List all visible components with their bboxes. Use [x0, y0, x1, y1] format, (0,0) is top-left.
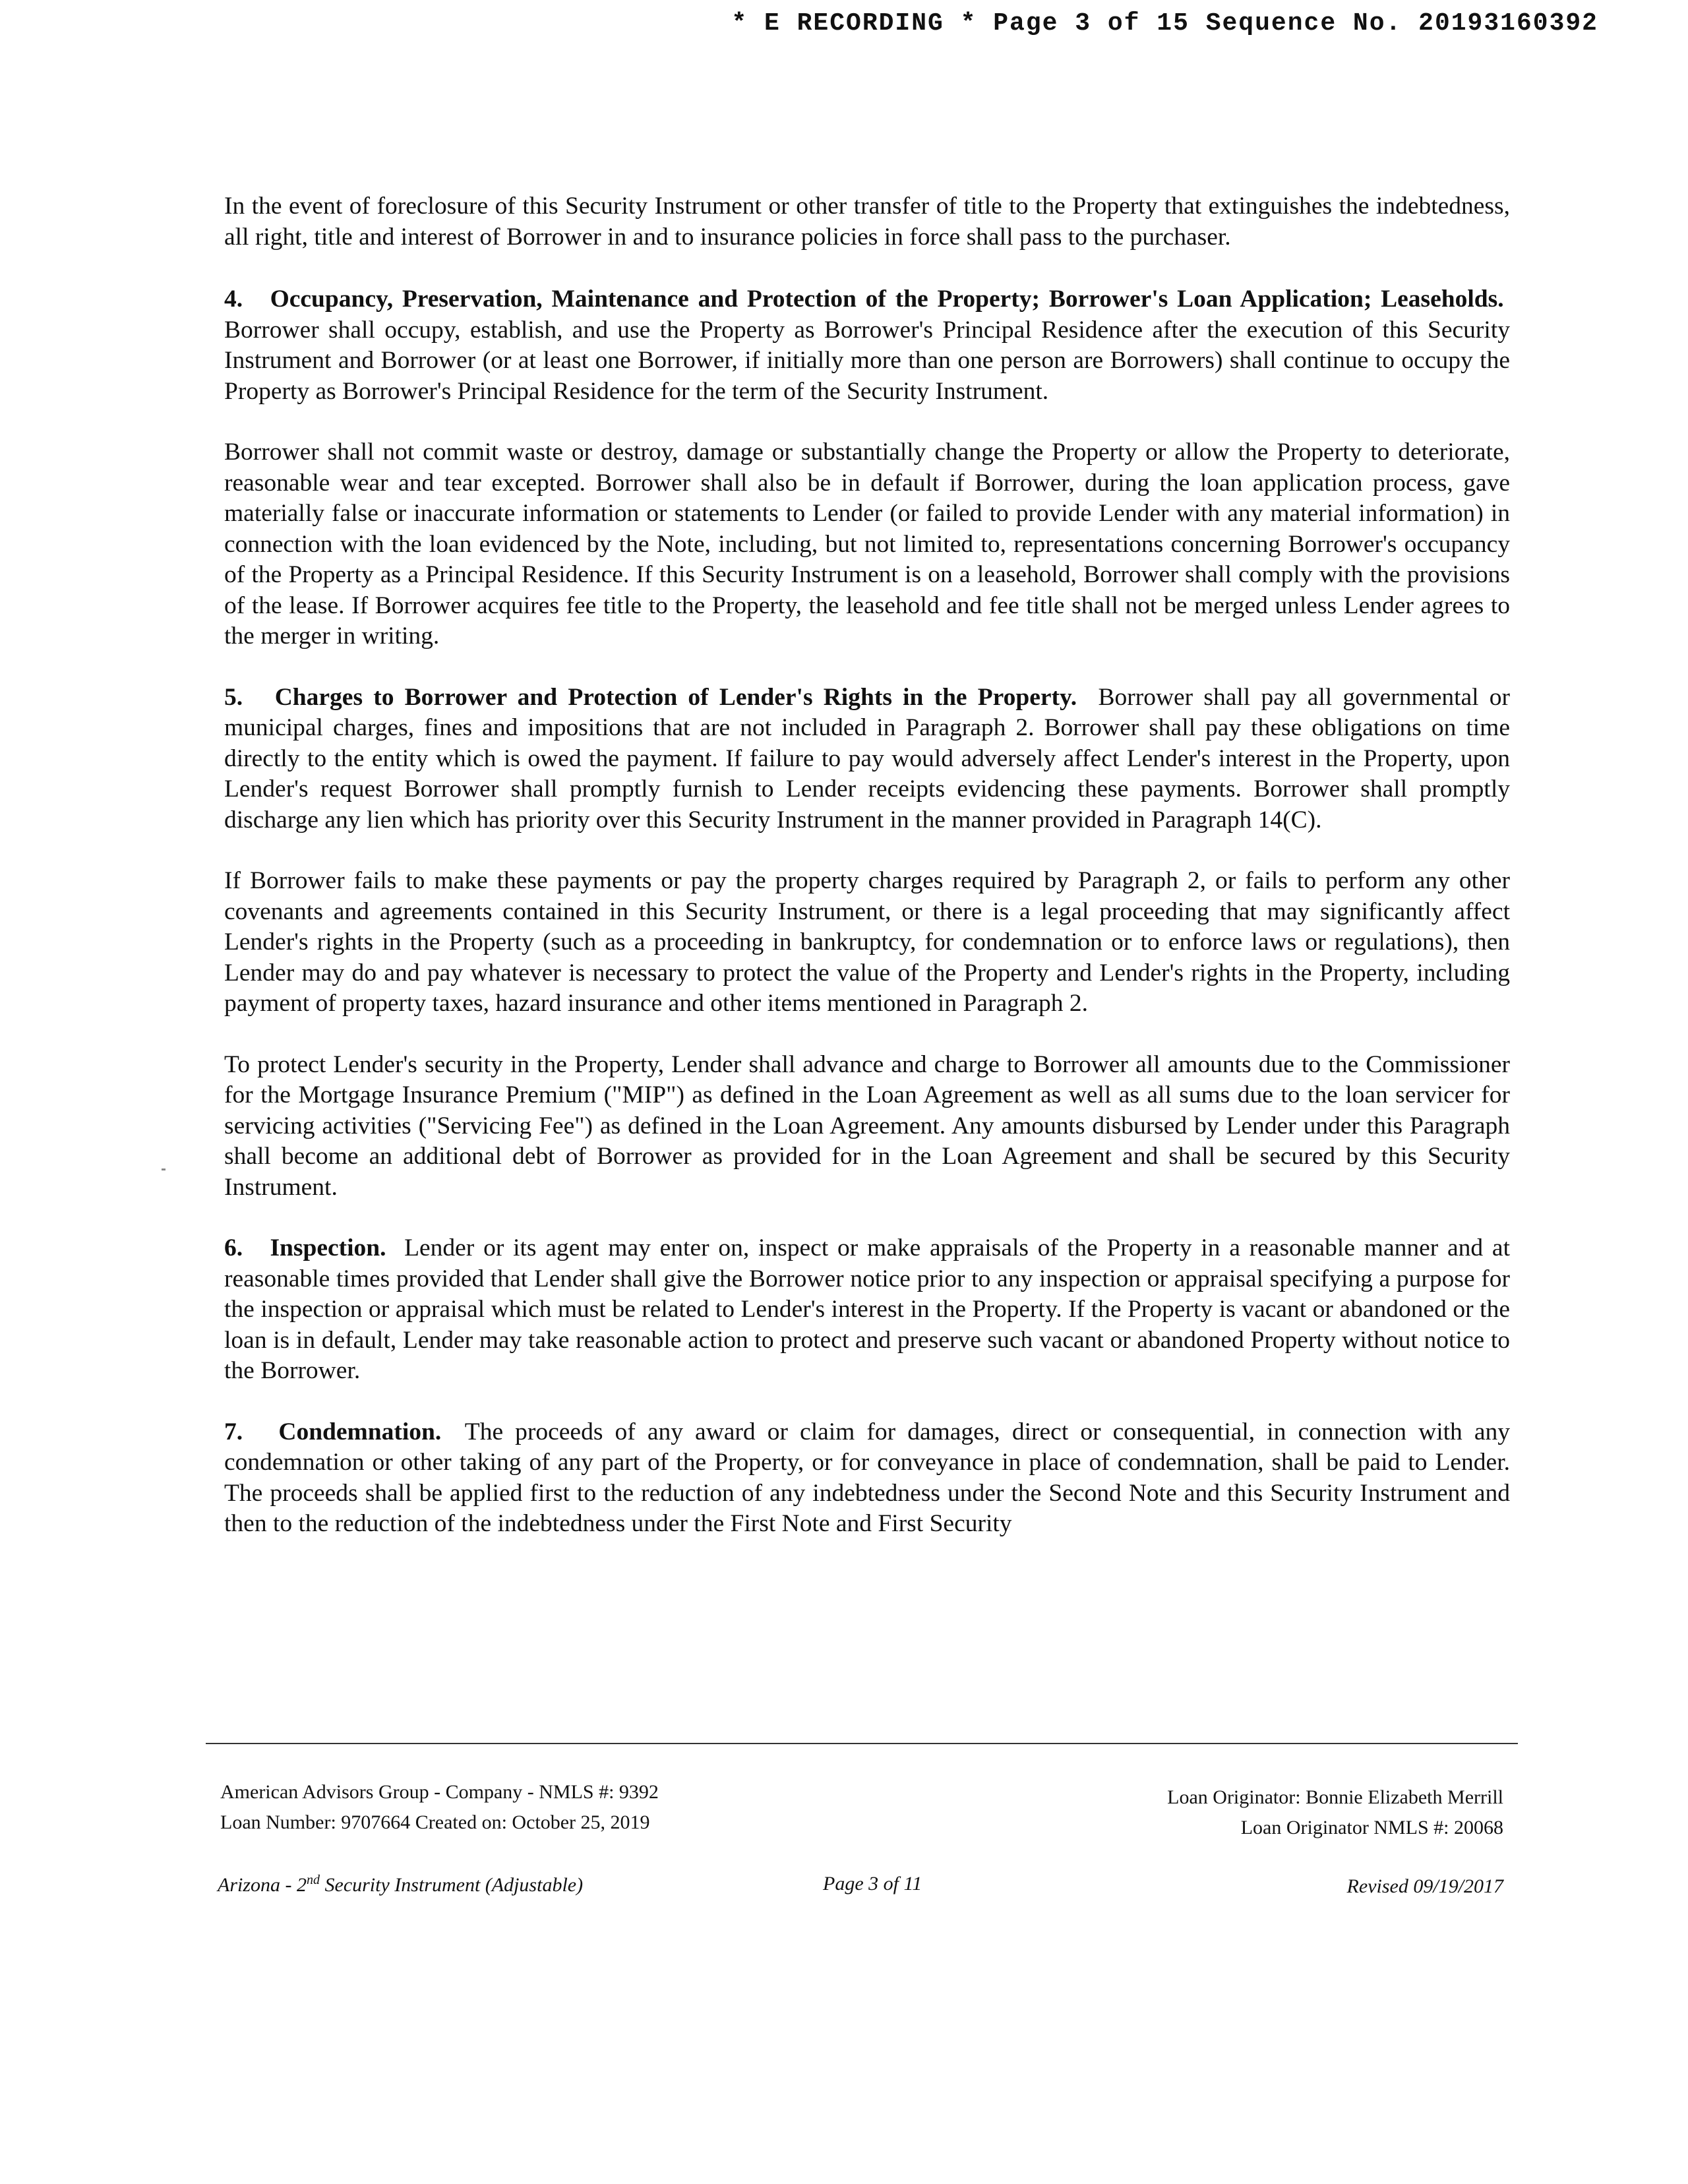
section-4-text: Borrower shall occupy, establish, and use the Property as Borrower's Principal Residence after the execution of this Security Instrument and Borrower (or at least one Borrower, if initially more than one person are Borrowers) shall continue to occupy the Property as Borrower's Principal Residence for the term of the Security Instrument. [224, 316, 1510, 405]
page-number: Page 3 of 11 [823, 1873, 922, 1895]
footer-originator-nmls-line: Loan Originator NMLS #: 20068 [1240, 1817, 1503, 1838]
paragraph-waste: Borrower shall not commit waste or destroy, damage or substantially change the Property or allow the Property to deteriorate, reasonable wear and tear excepted. Borrower shall also be in default if Borrower, during the loan application process, gave materially false or inaccurate information or statements to Lender (or failed to provide Lender with any material information) in connection with the loan evidenced by the Note, including, but not limited to, representations concerning Borrower's occupancy of the Property as a Principal Residence. If this Security Instrument is on a leasehold, Borrower shall comply with the provisions of the lease. If Borrower acquires fee title to the Property, the leasehold and fee title shall not be merged unless Lender agrees to the merger in writing. [224, 439, 1510, 650]
section-5-text: Borrower shall pay all governmental or municipal charges, fines and impositions that are not included in Paragraph 2. Borrower shall pay these obligations on time directly to the entity which is owed the payment. If failure to pay would adversely affect Lender's interest in the Property, upon Lender's request Borrower shall promptly furnish to Lender receipts evidencing these payments. Borrower shall promptly discharge any lien which has priority over this Security Instrument in the manner provided in Paragraph 14(C). [224, 683, 1511, 834]
paragraph-fails: If Borrower fails to make these payments or pay the property charges required by Paragraph 2, or fails to perform any other covenants and agreements contained in this Security Instrument, or there is a legal proceeding that may significantly affect Lender's rights in the Property (such as a proceeding in bankruptcy, for condemnation or to enforce laws or regulations), then Lender may do and pay whatever is necessary to protect the value of the Property and Lender's rights in the Property, including payment of property taxes, hazard insurance and other items mentioned in Paragraph 2. [224, 867, 1510, 1017]
section-6-text: Lender or its agent may enter on, inspect or make appraisals of the Property in a reasonable manner and at reasonable times provided that Lender shall give the Borrower notice prior to any inspection or appraisal specifying a purpose for the inspection or appraisal which must be related to Lender's interest in the Property. If the Property is vacant or abandoned or the loan is in default, Lender may take reasonable action to protect and preserve such vacant or abandoned Property without notice to the Borrower. [224, 1234, 1510, 1384]
paragraph-protect: To protect Lender's security in the Property, Lender shall advance and charge to Borrower all amounts due to the Commissioner for the Mortgage Insurance Premium ("MIP") as defined in the Loan Agreement as well as all sums due to the loan servicer for servicing activities ("Servicing Fee") as defined in the Loan Agreement. Any amounts disbursed by Lender under this Paragraph shall become an additional debt of Borrower as provided for in the Loan Agreement and shall be secured by this Security Instrument. [224, 1050, 1510, 1201]
section-7 [224, 1417, 1510, 1540]
section-7-number: 7. [224, 1418, 243, 1445]
footer-originator-line: Loan Originator: Bonnie Elizabeth Merrill [1167, 1786, 1503, 1808]
footer-company-info [220, 1777, 659, 1838]
document-title-suffix: Security Instrument (Adjustable) [320, 1874, 584, 1896]
section-6-number: 6. [224, 1234, 243, 1261]
document-title-prefix: Arizona - 2 [218, 1874, 307, 1896]
section-4-number: 4. [224, 286, 243, 313]
footer-originator-info [1167, 1782, 1503, 1843]
document-title [218, 1873, 583, 1896]
footer-loan-line: Loan Number: 9707664 Created on: October 25, 2019 [220, 1811, 650, 1833]
section-4 [224, 284, 1510, 407]
scan-mark [162, 1168, 166, 1170]
section-5-number: 5. [224, 683, 243, 711]
section-7-title: Condemnation. [278, 1418, 442, 1445]
footer-divider [206, 1743, 1518, 1744]
section-4-title: Occupancy, Preservation, Maintenance and Protection of the Property; Borrower's Loan Application; Leaseholds. [270, 286, 1504, 313]
section-5-title: Charges to Borrower and Protection of Lender's Rights in the Property. [274, 683, 1077, 711]
section-5 [224, 682, 1510, 836]
section-7-text: The proceeds of any award or claim for damages, direct or consequential, in connection with any condemnation or other taking of any part of the Property, or for conveyance in place of condemnation, shall be paid to Lender. The proceeds shall be applied first to the reduction of any indebtedness under the Second Note and this Security Instrument and then to the reduction of the indebtedness under the First Note and First Security [224, 1418, 1511, 1537]
footer-company-line: American Advisors Group - Company - NMLS #: 9392 [220, 1781, 659, 1803]
revised-date: Revised 09/19/2017 [1346, 1875, 1503, 1897]
section-6 [224, 1233, 1510, 1387]
paragraph-intro: In the event of foreclosure of this Security Instrument or other transfer of title to the Property that extinguishes the indebtedness, all right, title and interest of Borrower in and to insurance policies in force shall pass to the purchaser. [224, 193, 1510, 251]
recording-stamp: * E RECORDING * Page 3 of 15 Sequence No. 20193160392 [731, 9, 1598, 38]
document-body [224, 191, 1510, 1570]
document-title-sup: nd [307, 1873, 320, 1887]
section-6-title: Inspection. [270, 1234, 386, 1261]
